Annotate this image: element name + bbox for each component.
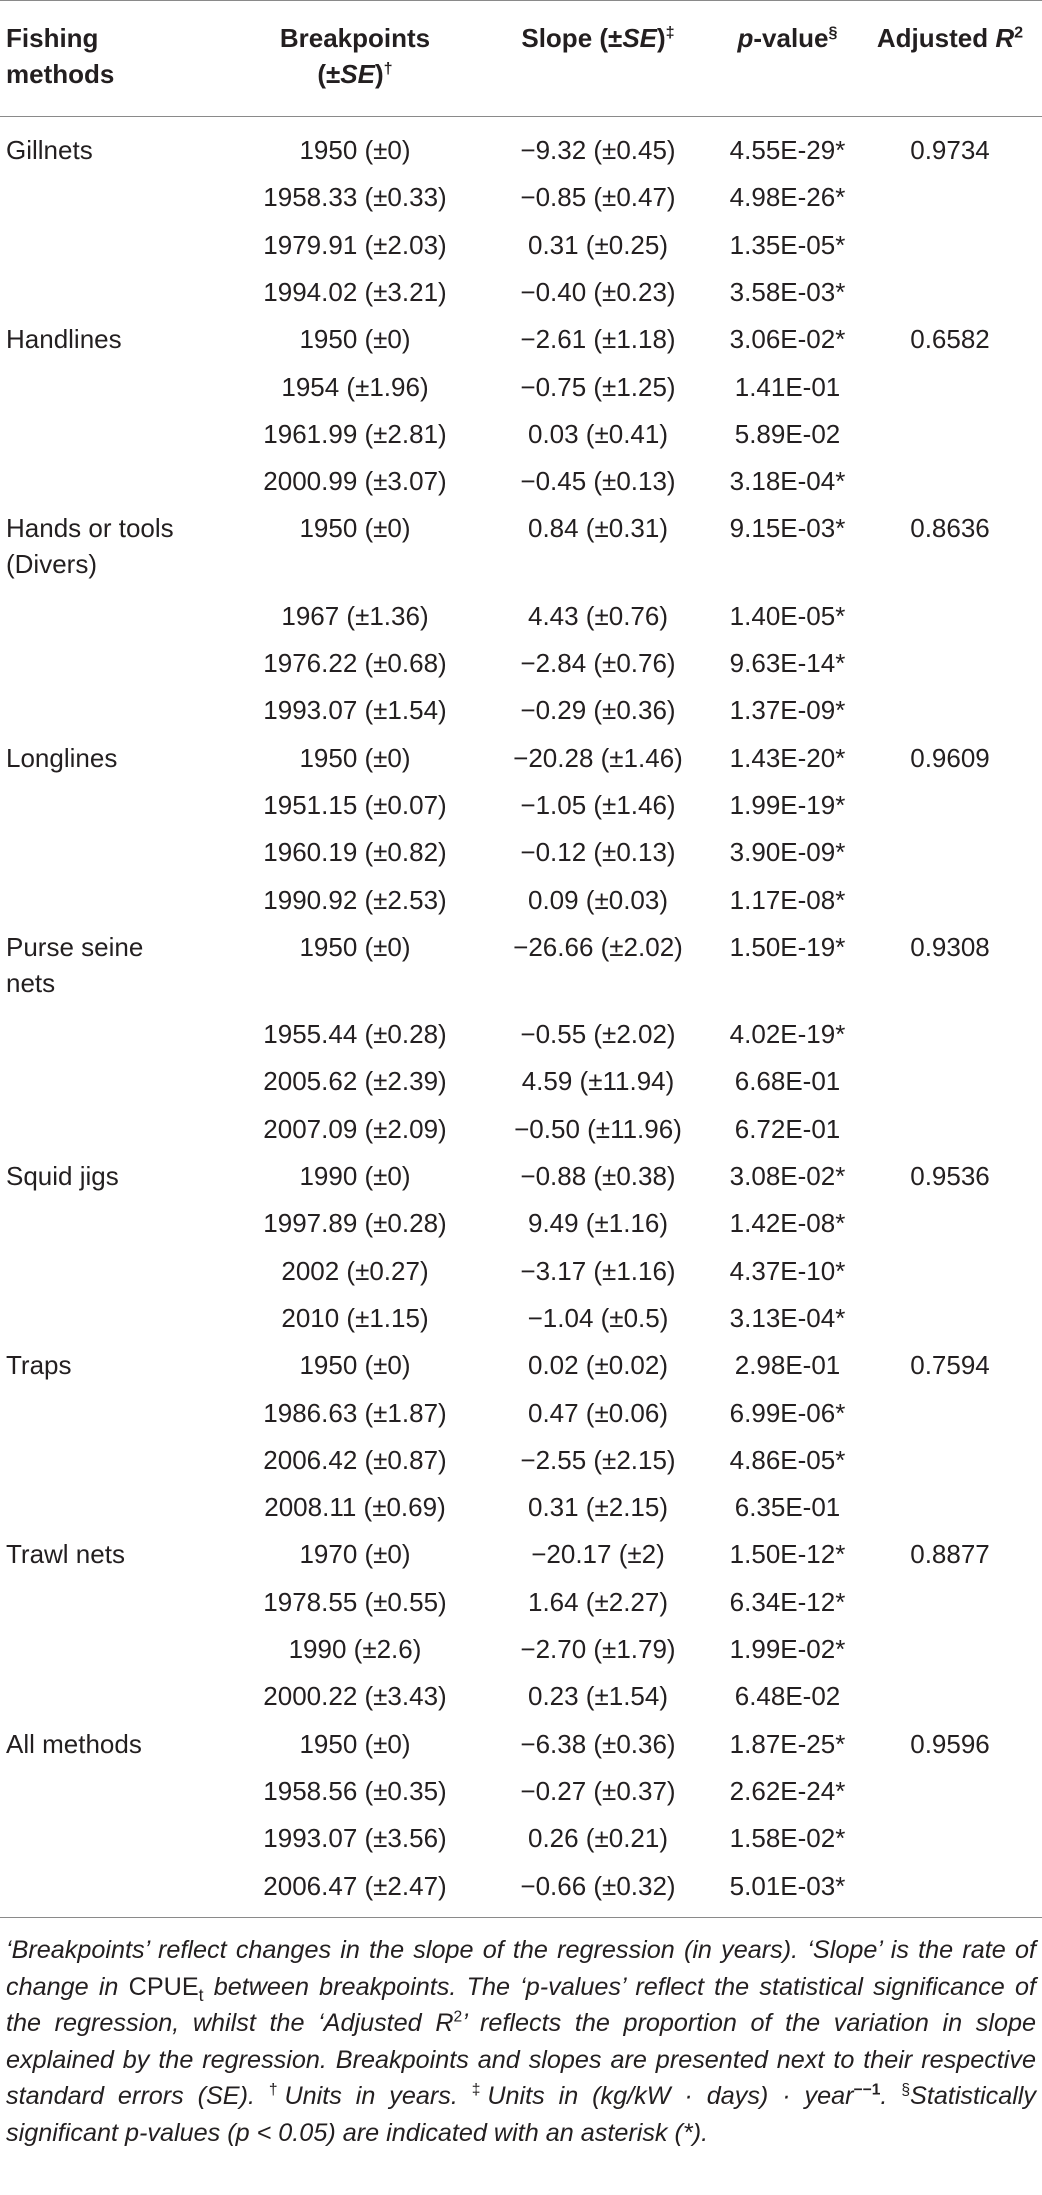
header-slope-mark: ‡ [665, 23, 675, 42]
p-value: 6.99E-06* [729, 1397, 846, 1428]
slope-value: −2.84 (±0.76) [520, 648, 676, 678]
method-name: All methods [6, 1728, 142, 1759]
p-value: 5.01E-03* [729, 1870, 846, 1901]
header-method-line1: Fishing [6, 23, 99, 53]
footnote-r: R [435, 2009, 454, 2037]
breakpoint-value: 1951.15 (±0.07) [263, 789, 447, 820]
slope-value: 4.59 (±11.94) [521, 1066, 675, 1097]
breakpoint-value: 1961.99 (±2.81) [263, 418, 447, 449]
footnote-text-1: ‘Breakpoints’ reflect changes in the slope of the regression (in years). ‘Slope’ is the rate of change in [6, 1936, 1036, 2001]
p-value: 1.41E-01 [734, 371, 841, 402]
breakpoint-value: 1958.56 (±0.35) [263, 1775, 447, 1806]
breakpoint-value: 1990 (±0) [299, 1161, 411, 1191]
p-value: 6.35E-01 [734, 1492, 841, 1523]
p-value: 6.48E-02 [734, 1681, 841, 1712]
slope-value: −0.29 (±0.36) [520, 695, 676, 726]
breakpoint-value: 1955.44 (±0.28) [263, 1019, 447, 1050]
slope-value: −2.61 (±1.18) [520, 324, 676, 355]
breakpoint-value: 2007.09 (±2.09) [263, 1113, 447, 1144]
breakpoint-value: 1950 (±0) [299, 1728, 411, 1759]
p-value: 4.02E-19* [729, 1019, 846, 1050]
slope-value: 0.31 (±2.15) [527, 1492, 669, 1523]
p-value: 6.68E-01 [734, 1066, 841, 1097]
slope-value: 0.02 (±0.02) [527, 1350, 669, 1381]
slope-value: 9.49 (±1.16) [527, 1208, 669, 1239]
slope-value: −1.04 (±0.5) [527, 1302, 669, 1333]
method-name: Trawl nets [6, 1539, 125, 1570]
footnote-text-5: Units in (kg/kW · days) · year [487, 2082, 854, 2110]
p-value: 2.98E-01 [734, 1350, 841, 1381]
header-method-line2: methods [6, 59, 115, 89]
header-breakpoints-line1: Breakpoints [279, 23, 431, 53]
p-value: 5.89E-02 [734, 418, 841, 449]
method-name: Traps [6, 1350, 72, 1381]
slope-value: −20.17 (±2) [531, 1539, 665, 1570]
method-name: Hands or tools [6, 513, 174, 544]
method-name: nets [6, 967, 56, 998]
p-value: 3.58E-03* [729, 276, 846, 307]
slope-value: −26.66 (±2.02) [513, 931, 683, 962]
adjusted-r2-value: 0.8877 [910, 1539, 990, 1570]
slope-value: −0.40 (±0.23) [520, 276, 676, 307]
header-breakpoints-open: (± [317, 59, 341, 89]
bottom-rule [0, 1917, 1042, 1918]
header-slope-close: ) [657, 23, 666, 53]
slope-value: −6.38 (±0.36) [520, 1728, 676, 1759]
header-pvalue-p: p [737, 23, 754, 53]
header-adjusted-r2 [860, 20, 1040, 56]
slope-value: −0.12 (±0.13) [520, 837, 676, 868]
p-value: 1.99E-02* [729, 1634, 846, 1664]
breakpoint-value: 2006.47 (±2.47) [263, 1870, 447, 1901]
header-pvalue-label: -value [753, 23, 829, 53]
breakpoint-value: 2010 (±1.15) [281, 1302, 429, 1333]
header-pvalue-mark: § [828, 23, 838, 42]
header-r2-label: Adjusted [876, 23, 996, 53]
p-value: 9.63E-14* [729, 648, 846, 678]
method-name: Purse seine [6, 931, 144, 962]
table-footnote [6, 1932, 1036, 2151]
header-slope-se: SE [622, 23, 657, 53]
p-value: 1.42E-08* [729, 1208, 846, 1239]
p-value: 4.98E-26* [729, 182, 846, 213]
p-value: 6.72E-01 [734, 1113, 841, 1144]
adjusted-r2-value: 0.9536 [910, 1161, 990, 1191]
footnote-text-7: Statistically significant p-values (p < 0.05) are indicated with an asterisk (*). [6, 2082, 1036, 2147]
adjusted-r2-value: 0.9596 [910, 1728, 990, 1759]
slope-value: 0.84 (±0.31) [527, 513, 669, 544]
breakpoint-value: 1950 (±0) [299, 742, 411, 773]
breakpoint-value: 2000.99 (±3.07) [263, 466, 447, 497]
p-value: 3.18E-04* [729, 466, 846, 497]
p-value: 1.87E-25* [729, 1728, 846, 1759]
p-value: 1.37E-09* [729, 695, 846, 726]
breakpoint-value: 1979.91 (±2.03) [263, 229, 447, 260]
breakpoint-value: 2000.22 (±3.43) [263, 1681, 447, 1712]
slope-value: −0.45 (±0.13) [520, 466, 676, 497]
breakpoint-value: 1950 (±0) [299, 135, 411, 165]
p-value: 1.17E-08* [729, 884, 846, 915]
p-value: 4.55E-29* [729, 135, 846, 165]
slope-value: −0.66 (±0.32) [520, 1870, 676, 1901]
breakpoint-value: 1958.33 (±0.33) [263, 182, 447, 213]
footnote-exp: −−1 [853, 2081, 881, 2099]
adjusted-r2-value: 0.9734 [910, 135, 990, 165]
slope-value: −20.28 (±1.46) [513, 742, 683, 773]
method-name: Gillnets [6, 135, 93, 165]
breakpoint-value: 1954 (±1.96) [281, 371, 429, 402]
adjusted-r2-value: 0.9609 [910, 742, 990, 773]
header-slope [478, 20, 718, 56]
slope-value: 0.47 (±0.06) [527, 1397, 669, 1428]
p-value: 1.50E-12* [729, 1539, 846, 1570]
footnote-text-6: . [880, 2082, 902, 2110]
breakpoint-value: 1950 (±0) [299, 1350, 411, 1381]
p-value: 3.90E-09* [729, 837, 846, 868]
method-name: Longlines [6, 742, 118, 773]
p-value: 1.43E-20* [729, 742, 846, 773]
footnote-cpue: CPUE [128, 1972, 199, 2001]
p-value: 9.15E-03* [729, 513, 846, 544]
breakpoint-value: 1994.02 (±3.21) [263, 276, 447, 307]
footnote-ddagger: ‡ [471, 2081, 488, 2099]
slope-value: −3.17 (±1.16) [520, 1255, 676, 1286]
breakpoint-value: 1976.22 (±0.68) [263, 648, 447, 678]
slope-value: 0.03 (±0.41) [527, 418, 669, 449]
breakpoint-value: 1997.89 (±0.28) [263, 1208, 447, 1239]
slope-value: −2.55 (±2.15) [520, 1444, 676, 1475]
slope-value: −0.50 (±11.96) [514, 1113, 682, 1144]
adjusted-r2-value: 0.6582 [910, 324, 990, 355]
breakpoint-value: 2008.11 (±0.69) [264, 1492, 446, 1523]
p-value: 3.06E-02* [729, 324, 846, 355]
slope-value: −0.55 (±2.02) [520, 1019, 676, 1050]
adjusted-r2-value: 0.9308 [910, 931, 990, 962]
breakpoint-value: 2002 (±0.27) [281, 1255, 429, 1286]
p-value: 3.13E-04* [729, 1302, 846, 1333]
footnote-text-2: between breakpoints. The ‘p-values’ reflect the statistical significance of the regression, whilst the ‘Adjusted [6, 1972, 1036, 2037]
breakpoint-value: 1950 (±0) [299, 931, 411, 962]
header-breakpoints-line2 [220, 56, 490, 92]
header-breakpoints-mark: † [383, 59, 393, 78]
header-slope-label: Slope (± [521, 23, 623, 53]
slope-value: −1.05 (±1.46) [520, 789, 676, 820]
footnote-text-3: ’ reflects the proportion of the variation in slope explained by the regression. Breakpoints and slopes are presented next to their respective standard errors (SE). [6, 2009, 1036, 2110]
slope-value: 0.23 (±1.54) [527, 1681, 669, 1712]
slope-value: 4.43 (±0.76) [527, 600, 669, 631]
breakpoint-value: 2006.42 (±0.87) [263, 1444, 447, 1475]
p-value: 1.35E-05* [729, 229, 846, 260]
slope-value: −0.88 (±0.38) [520, 1161, 676, 1191]
method-name: Handlines [6, 324, 122, 355]
breakpoint-value: 1990 (±2.6) [288, 1634, 422, 1664]
header-r2-exp: 2 [1014, 23, 1024, 42]
slope-value: 0.26 (±0.21) [527, 1823, 669, 1854]
slope-value: 0.09 (±0.03) [527, 884, 669, 915]
slope-value: −2.70 (±1.79) [520, 1634, 676, 1664]
method-name: (Divers) [6, 549, 97, 580]
p-value: 1.50E-19* [729, 931, 846, 962]
footnote-cpue-sub: t [198, 1984, 204, 2005]
footnote-section: § [901, 2081, 911, 2099]
p-value: 1.99E-19* [729, 789, 846, 820]
breakpoint-value: 1967 (±1.36) [281, 600, 429, 631]
header-breakpoints-close: ) [374, 59, 384, 89]
adjusted-r2-value: 0.7594 [910, 1350, 990, 1381]
slope-value: 1.64 (±2.27) [527, 1586, 669, 1617]
header-breakpoints [220, 20, 490, 92]
adjusted-r2-value: 0.8636 [910, 513, 990, 544]
slope-value: 0.31 (±0.25) [527, 229, 669, 260]
slope-value: −0.85 (±0.47) [520, 182, 676, 213]
p-value: 4.37E-10* [729, 1255, 846, 1286]
header-breakpoints-se: SE [340, 59, 375, 89]
p-value: 6.34E-12* [729, 1586, 846, 1617]
breakpoint-value: 1986.63 (±1.87) [263, 1397, 447, 1428]
p-value: 1.40E-05* [729, 600, 846, 631]
slope-value: −0.75 (±1.25) [520, 371, 676, 402]
breakpoint-value: 1993.07 (±1.54) [263, 695, 447, 726]
p-value: 2.62E-24* [729, 1775, 846, 1806]
header-pvalue [700, 20, 875, 56]
footnote-dagger: † [268, 2081, 285, 2099]
footnote-text-4: Units in years. [284, 2082, 472, 2110]
breakpoint-value: 1990.92 (±2.53) [263, 884, 447, 915]
slope-value: −0.27 (±0.37) [520, 1775, 676, 1806]
method-name: Squid jigs [6, 1161, 119, 1191]
p-value: 1.58E-02* [729, 1823, 846, 1854]
breakpoint-value: 1950 (±0) [299, 324, 411, 355]
slope-value: −9.32 (±0.45) [520, 135, 676, 165]
p-value: 4.86E-05* [729, 1444, 846, 1475]
top-rule [0, 0, 1042, 1]
header-fishing-methods [6, 20, 114, 92]
breakpoint-value: 2005.62 (±2.39) [263, 1066, 447, 1097]
header-r2-r: R [995, 23, 1015, 53]
footnote-r-exp: 2 [453, 2008, 463, 2026]
breakpoint-value: 1950 (±0) [299, 513, 411, 544]
breakpoint-value: 1960.19 (±0.82) [263, 837, 447, 868]
breakpoint-value: 1978.55 (±0.55) [263, 1586, 447, 1617]
header-rule [0, 116, 1042, 117]
breakpoint-value: 1970 (±0) [299, 1539, 411, 1570]
p-value: 3.08E-02* [729, 1161, 846, 1191]
breakpoint-value: 1993.07 (±3.56) [263, 1823, 447, 1854]
